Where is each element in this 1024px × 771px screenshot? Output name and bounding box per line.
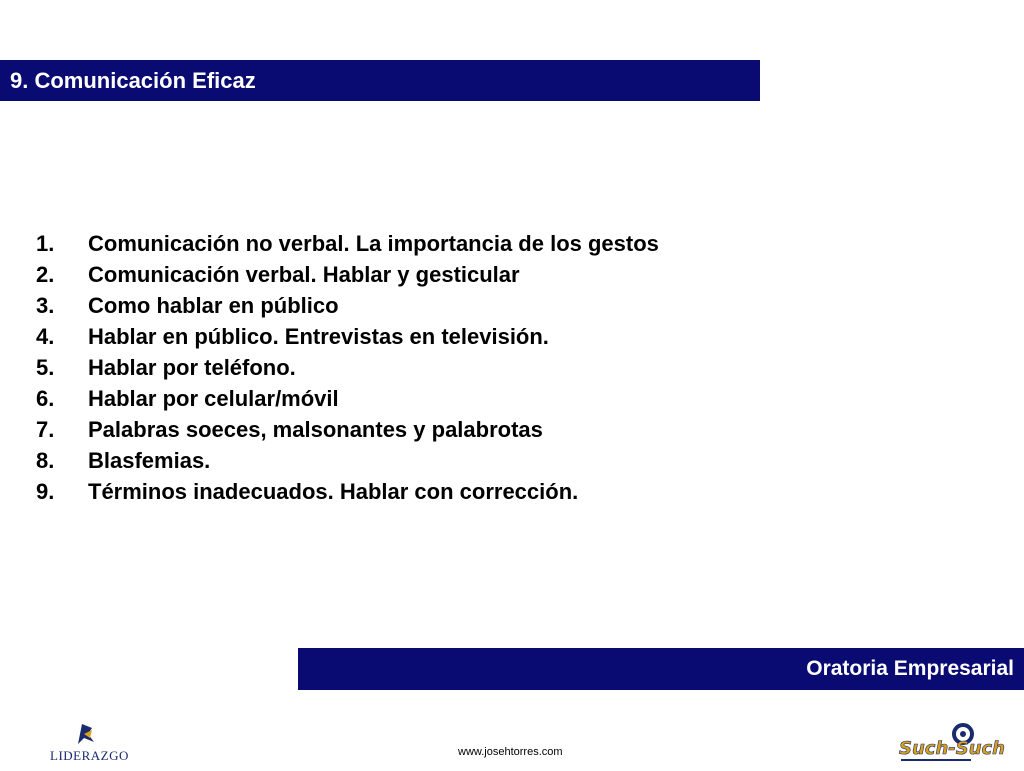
list-item bbox=[30, 414, 690, 445]
swirl-icon bbox=[895, 722, 1005, 766]
item-text: Blasfemias. bbox=[88, 448, 211, 473]
item-text: Hablar por teléfono. bbox=[88, 355, 296, 380]
item-number: 7. bbox=[36, 417, 55, 442]
topic-list bbox=[30, 228, 690, 507]
item-number: 6. bbox=[36, 386, 55, 411]
footer-banner-label: Oratoria Empresarial bbox=[806, 657, 1014, 680]
item-number: 3. bbox=[36, 293, 55, 318]
list-item bbox=[30, 290, 690, 321]
item-number: 1. bbox=[36, 231, 55, 256]
title-bar bbox=[0, 60, 760, 101]
such-such-logo-text: Such-Such bbox=[899, 738, 1005, 759]
list-item bbox=[30, 352, 690, 383]
item-text: Hablar en público. Entrevistas en televisión. bbox=[88, 324, 549, 349]
page-title: 9. Comunicación Eficaz bbox=[10, 67, 256, 93]
item-text: Comunicación no verbal. La importancia de los gestos bbox=[88, 231, 659, 256]
item-text: Comunicación verbal. Hablar y gesticular bbox=[88, 262, 520, 287]
list-item bbox=[30, 445, 690, 476]
liderazgo-logo-text: LIDERAZGO bbox=[50, 748, 129, 763]
website-url: www.josehtorres.com bbox=[458, 746, 563, 758]
footer-banner bbox=[298, 648, 1024, 690]
item-number: 8. bbox=[36, 448, 55, 473]
liderazgo-logo bbox=[48, 722, 128, 766]
bird-icon bbox=[48, 722, 128, 766]
such-such-logo bbox=[895, 722, 1005, 766]
list-item bbox=[30, 259, 690, 290]
item-text: Términos inadecuados. Hablar con corrección. bbox=[88, 479, 579, 504]
item-number: 5. bbox=[36, 355, 55, 380]
item-number: 4. bbox=[36, 324, 55, 349]
item-text: Como hablar en público bbox=[88, 293, 339, 318]
list-item bbox=[30, 383, 690, 414]
item-text: Hablar por celular/móvil bbox=[88, 386, 339, 411]
list-item bbox=[30, 228, 690, 259]
list-item bbox=[30, 321, 690, 352]
item-number: 2. bbox=[36, 262, 55, 287]
item-text: Palabras soeces, malsonantes y palabrotas bbox=[88, 417, 543, 442]
item-number: 9. bbox=[36, 479, 55, 504]
list-item bbox=[30, 476, 690, 507]
